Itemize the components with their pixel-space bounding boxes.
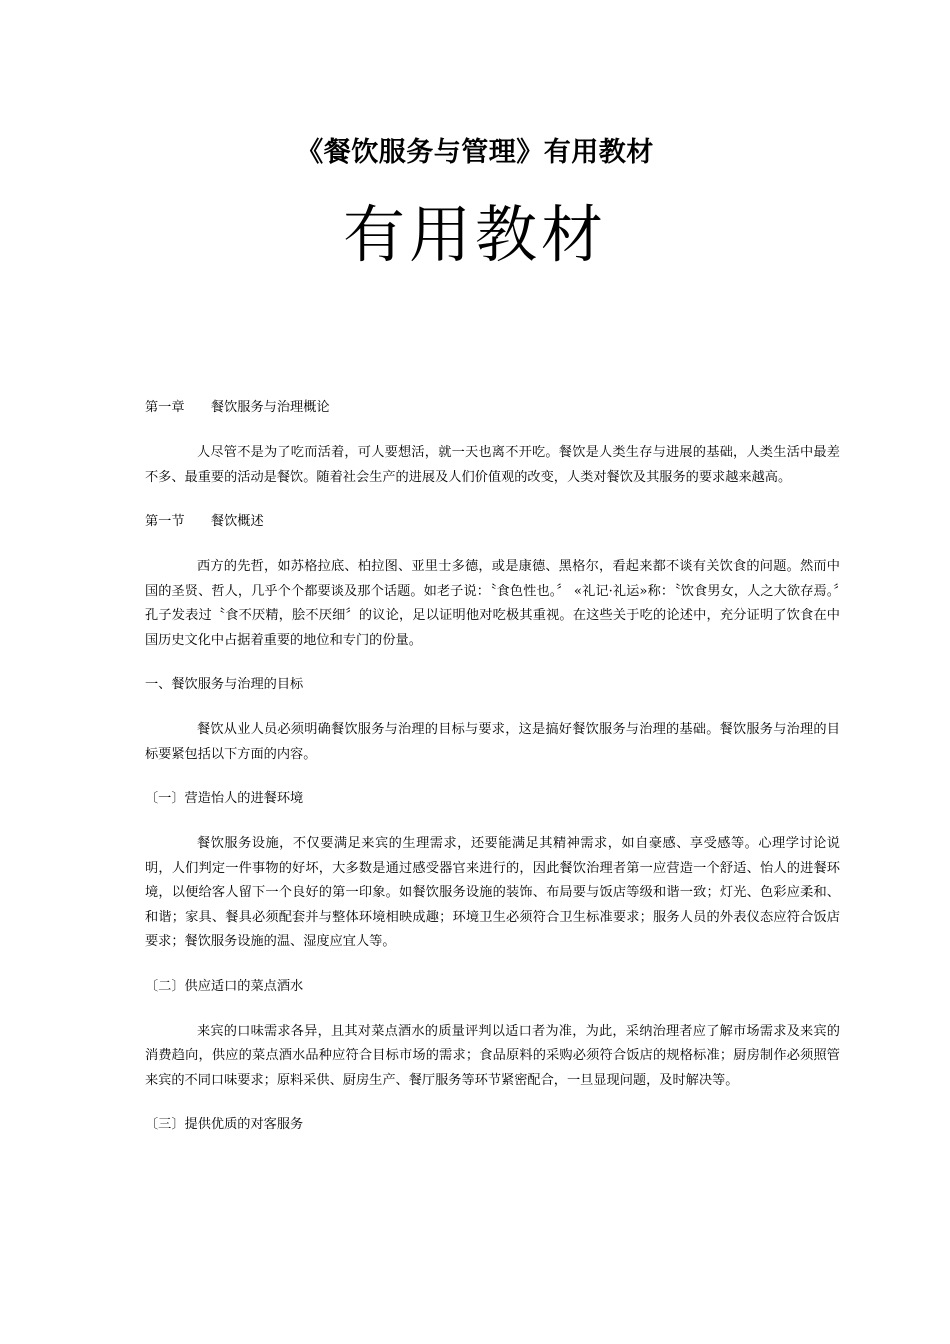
- subsection-heading: 〔三〕提供优质的对客服务: [145, 1117, 304, 1132]
- document-body: [145, 396, 840, 1158]
- paragraph: 餐饮服务设施，不仅要满足来宾的生理需求，还要能满足其精神需求，如自豪感、享受感等。心理学讨论说明，人们判定一件事物的好坏，大多数是通过感受器官来进行的，因此餐饮治理者第一应营造一个舒适、怡人的进餐环境，以便给客人留下一个良好的第一印象。如餐饮服务设施的装饰、布局要与饭店等级和谐一致；灯光、色彩应柔和、和谐；家具、餐具必须配套并与整体环境相映成趣；环境卫生必须符合卫生标准要求；服务人员的外表仪态应符合饭店要求；餐饮服务设施的温、湿度应宜人等。: [145, 836, 840, 949]
- subsection-heading: 〔二〕供应适口的菜点酒水: [145, 978, 304, 994]
- paragraph: 餐饮从业人员必须明确餐饮服务与治理的目标与要求，这是搞好餐饮服务与治理的基础。餐饮服务与治理的目标要紧包括以下方面的内容。: [145, 722, 840, 762]
- paragraph: 来宾的口味需求各异，且其对菜点酒水的质量评判以适口者为准，为此，采纳治理者应了解市场需求及来宾的消费趋向，供应的菜点酒水品种应符合目标市场的需求；食品原料的采购必须符合饭店的规格标准；厨房制作必须照管来宾的不同口味要求；原料采供、厨房生产、餐厅服务等环节紧密配合，一旦显现问题，及时解决等。: [145, 1023, 840, 1088]
- document-subtitle: 有用教材: [342, 198, 607, 271]
- subsection-heading: 〔一〕营造怡人的进餐环境: [145, 791, 304, 806]
- document-title: 《餐饮服务与管理》有用教材: [296, 137, 654, 168]
- section-heading: 第一节 餐饮概述: [145, 514, 264, 529]
- paragraph: 人尽管不是为了吃而活着，可人要想活，就一天也离不开吃。餐饮是人类生存与进展的基础，人类生活中最差不多、最重要的活动是餐饮。随着社会生产的进展及人们价值观的改变，人类对餐饮及其服务的要求越来越高。: [145, 445, 840, 485]
- paragraph: 西方的先哲，如苏格拉底、柏拉图、亚里士多德，或是康德、黑格尔，看起来都不谈有关饮食的问题。然而中国的圣贤、哲人，几乎个个都要谈及那个话题。如老子说：〝食色性也。〞 «礼记·礼运»称：〝饮食男女，人之大欲存焉。〞孔子发表过〝食不厌精，脍不厌细〞的议论，足以证明他对吃极其重视。在这些关于吃的论述中，充分证明了饮食在中国历史文化中占据着重要的地位和专门的份量。: [145, 559, 840, 648]
- subsection-heading: 一、餐饮服务与治理的目标: [145, 677, 304, 692]
- chapter-heading: 第一章 餐饮服务与治理概论: [145, 400, 330, 415]
